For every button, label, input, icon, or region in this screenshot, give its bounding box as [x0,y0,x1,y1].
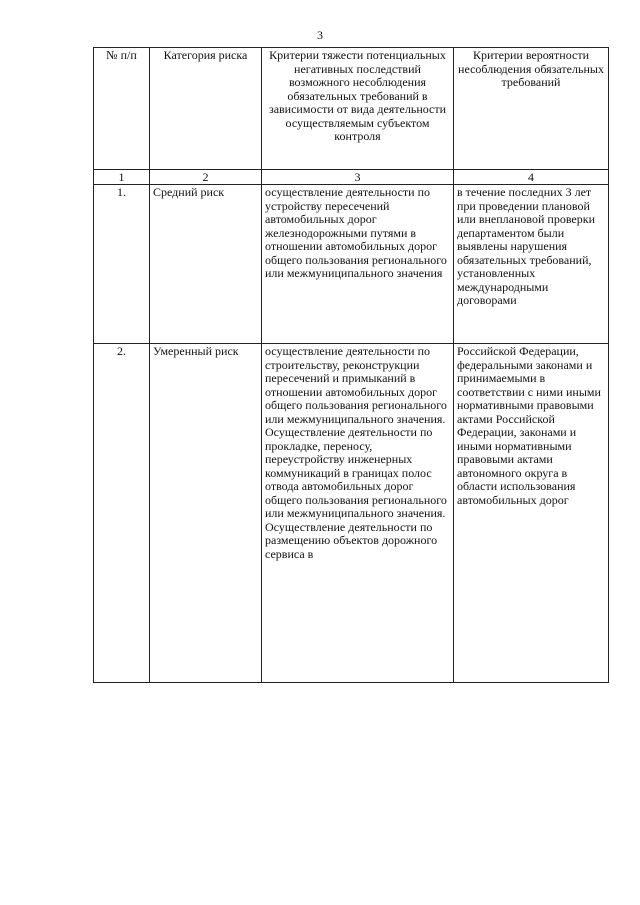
row-index: 1. [94,185,150,344]
risk-category-cell: Умеренный риск [150,344,262,683]
severity-paragraph: Осуществление деятельности по прокладке, переносу, переустройству инженерных коммуникаций в границах полос отвода автомобильных дорог общего пользования регионального или межмуниципального значения. [265,425,447,520]
column-number: 3 [262,170,454,185]
table-header-row [94,48,609,170]
severity-cell [262,344,454,683]
column-number: 1 [94,170,150,185]
probability-cell: Российской Федерации, федеральными законами и принимаемыми в соответствии с ними иными нормативными правовыми актами Российской Федерации, законами и иными нормативными правовыми актами автономного округа в области использования автомобильных дорог [454,344,609,683]
risk-criteria-table [93,47,609,683]
severity-paragraph: Осуществление деятельности по размещению объектов дорожного сервиса в [265,519,438,561]
table-row [94,344,609,683]
column-number: 2 [150,170,262,185]
severity-paragraph: осуществление деятельности по устройству пересечений автомобильных дорог железнодорожными путями в отношении автомобильных дорог общего пользования регионального или межмуниципального значения [265,185,447,280]
severity-cell [262,185,454,344]
column-number: 4 [454,170,609,185]
row-index: 2. [94,344,150,683]
column-number-row [94,170,609,185]
risk-category-cell: Средний риск [150,185,262,344]
header-number: № п/п [94,48,150,170]
header-risk-category: Категория риска [150,48,262,170]
table-row [94,185,609,344]
header-severity-criteria: Критерии тяжести потенциальных негативных последствий возможного несоблюдения обязательных требований в зависимости от вида деятельности осуществляемым субъектом контроля [262,48,454,170]
probability-cell: в течение последних 3 лет при проведении плановой или внеплановой проверки департаментом были выявлены нарушения обязательных требований, установленных международными договорами [454,185,609,344]
page-number: 3 [317,28,323,42]
header-probability-criteria: Критерии вероятности несоблюдения обязательных требований [454,48,609,170]
severity-paragraph: осуществление деятельности по строительству, реконструкции пересечений и примыканий в отношении автомобильных дорог общего пользования регионального или межмуниципального значения. [265,344,447,426]
